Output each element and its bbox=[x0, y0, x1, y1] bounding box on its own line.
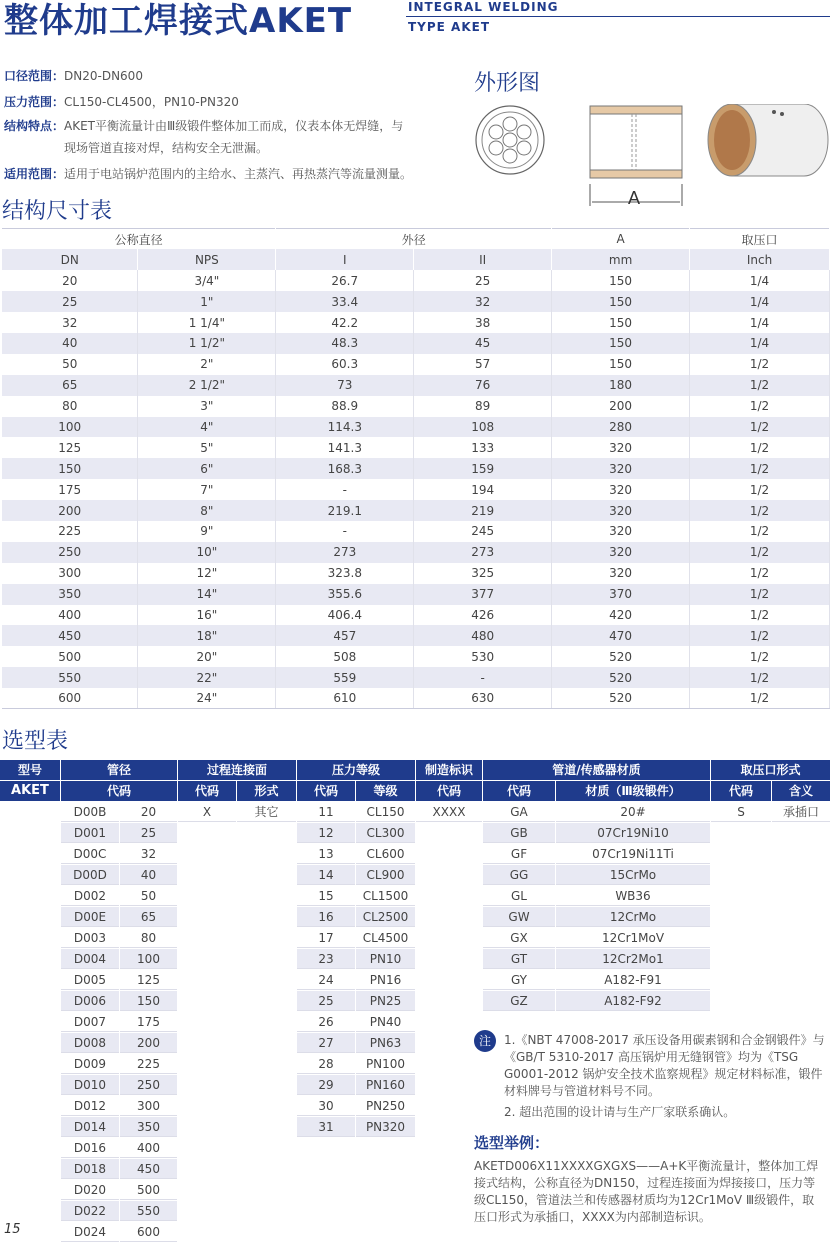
dim-cell: 320 bbox=[552, 479, 690, 500]
dim-cell: 194 bbox=[414, 479, 552, 500]
dim-cell: 3/4" bbox=[138, 270, 276, 291]
dimension-table bbox=[2, 228, 830, 709]
dim-cell: 32 bbox=[414, 291, 552, 312]
dim-cell: 320 bbox=[552, 521, 690, 542]
sel-sub-pipe-code: 代码 bbox=[61, 781, 177, 801]
dim-cell: 1 1/2" bbox=[138, 333, 276, 354]
dim-cell: 24" bbox=[138, 688, 276, 709]
dim-cell: 65 bbox=[2, 375, 138, 396]
pipe-cell: 80 bbox=[120, 928, 177, 948]
pipe-cell: 350 bbox=[120, 1117, 177, 1137]
sel-sub-mat-code: 代码 bbox=[483, 781, 555, 801]
sub-nps: NPS bbox=[138, 249, 276, 270]
dim-table-row bbox=[2, 333, 830, 354]
pipe-cell: D016 bbox=[61, 1138, 119, 1158]
dim-cell: 420 bbox=[552, 605, 690, 626]
pipe-cell: 20 bbox=[120, 802, 177, 822]
pipe-cell: D022 bbox=[61, 1201, 119, 1221]
dim-cell: 2" bbox=[138, 354, 276, 375]
perspective-view-drawing bbox=[708, 104, 828, 176]
material-cell: 07Cr19Ni10 bbox=[556, 823, 710, 843]
dim-cell: 1/2 bbox=[690, 646, 830, 667]
sel-sub-press-grade: 等级 bbox=[356, 781, 415, 801]
pressure-cell: 30 bbox=[297, 1096, 355, 1116]
pressure-cell: PN40 bbox=[356, 1012, 415, 1032]
dim-cell: 22" bbox=[138, 667, 276, 688]
dim-cell: 320 bbox=[552, 437, 690, 458]
hdr-tap: 取压口 bbox=[690, 229, 830, 250]
pipe-cell: D018 bbox=[61, 1159, 119, 1179]
dim-cell: 1" bbox=[138, 291, 276, 312]
dim-table-row bbox=[2, 605, 830, 626]
hdr-od: 外径 bbox=[276, 229, 552, 250]
pressure-cell: 23 bbox=[297, 949, 355, 969]
sub-ii: II bbox=[414, 249, 552, 270]
sel-sub-port-meaning: 含义 bbox=[772, 781, 830, 801]
pressure-cell: 15 bbox=[297, 886, 355, 906]
dim-cell: 480 bbox=[414, 625, 552, 646]
sel-section-title: 选型表 bbox=[2, 729, 69, 754]
dim-cell: 1/4 bbox=[690, 333, 830, 354]
dim-cell: 42.2 bbox=[276, 312, 414, 333]
pipe-cell: 150 bbox=[120, 991, 177, 1011]
dim-table-row bbox=[2, 521, 830, 542]
dim-cell: 225 bbox=[2, 521, 138, 542]
pressure-cell: 25 bbox=[297, 991, 355, 1011]
pressure-cell: 16 bbox=[297, 907, 355, 927]
pipe-cell: D002 bbox=[61, 886, 119, 906]
dim-cell: 26.7 bbox=[276, 270, 414, 291]
dim-cell: 550 bbox=[2, 667, 138, 688]
material-cell: GY bbox=[483, 970, 555, 990]
pressure-cell: 28 bbox=[297, 1054, 355, 1074]
dim-table-row bbox=[2, 312, 830, 333]
pressure-cell: PN160 bbox=[356, 1075, 415, 1095]
pressure-cell: CL600 bbox=[356, 844, 415, 864]
dim-cell: 630 bbox=[414, 688, 552, 709]
sub-dn: DN bbox=[2, 249, 138, 270]
dim-table-row bbox=[2, 646, 830, 667]
pressure-cell: PN63 bbox=[356, 1033, 415, 1053]
spec-range: 口径范围：DN20-DN600 bbox=[4, 69, 143, 83]
material-cell: 20# bbox=[556, 802, 710, 822]
material-cell: 15CrMo bbox=[556, 865, 710, 885]
dim-cell: 38 bbox=[414, 312, 552, 333]
material-cell: 12Cr2Mo1 bbox=[556, 949, 710, 969]
material-cell: GZ bbox=[483, 991, 555, 1011]
pipe-cell: D00D bbox=[61, 865, 119, 885]
dim-cell: 350 bbox=[2, 584, 138, 605]
pipe-cell: D005 bbox=[61, 970, 119, 990]
dim-cell: 320 bbox=[552, 563, 690, 584]
dim-cell: 600 bbox=[2, 688, 138, 709]
pipe-cell: 100 bbox=[120, 949, 177, 969]
dim-cell: 4" bbox=[138, 417, 276, 438]
dim-cell: 273 bbox=[276, 542, 414, 563]
dim-cell: 76 bbox=[414, 375, 552, 396]
dim-cell: 150 bbox=[552, 270, 690, 291]
dim-table-row bbox=[2, 500, 830, 521]
sel-hdr-model: 型号 bbox=[0, 760, 60, 780]
dim-cell: 1/2 bbox=[690, 542, 830, 563]
material-cell: GB bbox=[483, 823, 555, 843]
material-cell: GW bbox=[483, 907, 555, 927]
pipe-cell: 50 bbox=[120, 886, 177, 906]
dim-cell: 200 bbox=[552, 396, 690, 417]
dim-cell: 168.3 bbox=[276, 458, 414, 479]
sel-sub-press-code: 代码 bbox=[297, 781, 355, 801]
dim-cell: 520 bbox=[552, 688, 690, 709]
pressure-cell: 29 bbox=[297, 1075, 355, 1095]
dim-cell: 219 bbox=[414, 500, 552, 521]
dim-cell: 273 bbox=[414, 542, 552, 563]
pipe-cell: 25 bbox=[120, 823, 177, 843]
pipe-cell: 175 bbox=[120, 1012, 177, 1032]
sub-i: I bbox=[276, 249, 414, 270]
dim-table-row bbox=[2, 291, 830, 312]
page-title: 整体加工焊接式AKET bbox=[4, 1, 353, 41]
dim-cell: 1/2 bbox=[690, 584, 830, 605]
pressure-cell: 14 bbox=[297, 865, 355, 885]
material-cell: GL bbox=[483, 886, 555, 906]
dim-cell: 520 bbox=[552, 667, 690, 688]
dim-cell: 2 1/2" bbox=[138, 375, 276, 396]
material-cell: A182-F91 bbox=[556, 970, 710, 990]
dim-cell: 559 bbox=[276, 667, 414, 688]
pipe-cell: D014 bbox=[61, 1117, 119, 1137]
dim-cell: 457 bbox=[276, 625, 414, 646]
pipe-cell: D020 bbox=[61, 1180, 119, 1200]
page-number: 15 bbox=[4, 1222, 21, 1237]
dim-cell: 426 bbox=[414, 605, 552, 626]
dim-table-row bbox=[2, 542, 830, 563]
dim-cell: 45 bbox=[414, 333, 552, 354]
pressure-cell: PN16 bbox=[356, 970, 415, 990]
figure-title: 外形图 bbox=[474, 71, 541, 96]
spec-pressure: 压力范围：CL150-CL4500，PN10-PN320 bbox=[4, 95, 239, 109]
dim-cell: 320 bbox=[552, 500, 690, 521]
dim-cell: 12" bbox=[138, 563, 276, 584]
dim-cell: 370 bbox=[552, 584, 690, 605]
dim-cell: 250 bbox=[2, 542, 138, 563]
dim-cell: 245 bbox=[414, 521, 552, 542]
pipe-cell: D024 bbox=[61, 1222, 119, 1242]
outline-drawing bbox=[474, 104, 830, 210]
sel-sub-aket: AKET bbox=[0, 781, 60, 801]
dim-cell: 300 bbox=[2, 563, 138, 584]
pipe-cell: D006 bbox=[61, 991, 119, 1011]
material-cell: GF bbox=[483, 844, 555, 864]
sub-mm: mm bbox=[552, 249, 690, 270]
spec-structure: 结构特点：AKET平衡流量计由Ⅲ级锻件整体加工而成，仪表本体无焊缝，与 bbox=[4, 119, 404, 133]
pipe-cell: 500 bbox=[120, 1180, 177, 1200]
dim-cell: 1/2 bbox=[690, 563, 830, 584]
dim-cell: 159 bbox=[414, 458, 552, 479]
dim-table-row bbox=[2, 270, 830, 291]
sel-sub-conn-code: 代码 bbox=[178, 781, 236, 801]
dim-cell: 133 bbox=[414, 437, 552, 458]
dim-cell: 1/2 bbox=[690, 625, 830, 646]
dim-cell: 16" bbox=[138, 605, 276, 626]
pipe-cell: 40 bbox=[120, 865, 177, 885]
dim-cell: 88.9 bbox=[276, 396, 414, 417]
dim-table-row bbox=[2, 667, 830, 688]
dim-cell: 9" bbox=[138, 521, 276, 542]
dim-cell: 7" bbox=[138, 479, 276, 500]
pipe-cell: 32 bbox=[120, 844, 177, 864]
pipe-cell: D012 bbox=[61, 1096, 119, 1116]
dim-cell: 1/2 bbox=[690, 375, 830, 396]
header-rule bbox=[406, 16, 830, 17]
note-icon: 注 bbox=[474, 1030, 496, 1052]
pipe-cell: D004 bbox=[61, 949, 119, 969]
dim-cell: 80 bbox=[2, 396, 138, 417]
spec-application: 适用范围：适用于电站锅炉范围内的主给水、主蒸汽、再热蒸汽等流量测量。 bbox=[4, 167, 413, 181]
pressure-cell: CL4500 bbox=[356, 928, 415, 948]
dim-cell: - bbox=[276, 479, 414, 500]
subtitle-line1: INTEGRAL WELDING bbox=[408, 0, 559, 14]
dim-cell: 14" bbox=[138, 584, 276, 605]
pressure-cell: PN100 bbox=[356, 1054, 415, 1074]
dim-cell: - bbox=[276, 521, 414, 542]
pressure-cell: 24 bbox=[297, 970, 355, 990]
pipe-cell: 550 bbox=[120, 1201, 177, 1221]
dim-cell: 1/2 bbox=[690, 667, 830, 688]
sel-hdr-port: 取压口形式 bbox=[711, 760, 830, 780]
dim-cell: 73 bbox=[276, 375, 414, 396]
dim-cell: 520 bbox=[552, 646, 690, 667]
dim-table-row bbox=[2, 458, 830, 479]
material-cell: GX bbox=[483, 928, 555, 948]
end-view-drawing bbox=[476, 106, 544, 174]
dim-table-row bbox=[2, 584, 830, 605]
dim-section-title: 结构尺寸表 bbox=[2, 199, 113, 224]
pressure-cell: 17 bbox=[297, 928, 355, 948]
dim-table-row bbox=[2, 354, 830, 375]
pressure-cell: 26 bbox=[297, 1012, 355, 1032]
dim-cell: 1/2 bbox=[690, 458, 830, 479]
material-cell: GT bbox=[483, 949, 555, 969]
dim-cell: - bbox=[414, 667, 552, 688]
dim-cell: 406.4 bbox=[276, 605, 414, 626]
port-cell: S bbox=[711, 802, 771, 822]
dim-cell: 150 bbox=[552, 333, 690, 354]
pipe-cell: 65 bbox=[120, 907, 177, 927]
dim-cell: 320 bbox=[552, 542, 690, 563]
dim-cell: 219.1 bbox=[276, 500, 414, 521]
dim-cell: 377 bbox=[414, 584, 552, 605]
dim-cell: 50 bbox=[2, 354, 138, 375]
dim-cell: 175 bbox=[2, 479, 138, 500]
dim-cell: 500 bbox=[2, 646, 138, 667]
pipe-cell: 450 bbox=[120, 1159, 177, 1179]
mark-cell: XXXX bbox=[416, 802, 482, 822]
dim-cell: 450 bbox=[2, 625, 138, 646]
dim-cell: 355.6 bbox=[276, 584, 414, 605]
dim-cell: 200 bbox=[2, 500, 138, 521]
connection-cell: X bbox=[178, 802, 236, 822]
dim-table-row bbox=[2, 375, 830, 396]
dim-cell: 1/2 bbox=[690, 688, 830, 709]
dim-cell: 40 bbox=[2, 333, 138, 354]
dim-cell: 323.8 bbox=[276, 563, 414, 584]
dim-cell: 1/2 bbox=[690, 396, 830, 417]
pressure-cell: 31 bbox=[297, 1117, 355, 1137]
dim-cell: 1/2 bbox=[690, 605, 830, 626]
pipe-cell: 125 bbox=[120, 970, 177, 990]
pressure-cell: CL2500 bbox=[356, 907, 415, 927]
dim-cell: 114.3 bbox=[276, 417, 414, 438]
pipe-cell: 600 bbox=[120, 1222, 177, 1242]
sel-sub-conn-form: 形式 bbox=[237, 781, 296, 801]
pipe-cell: D007 bbox=[61, 1012, 119, 1032]
dim-cell: 1/4 bbox=[690, 312, 830, 333]
sel-hdr-conn: 过程连接面 bbox=[178, 760, 296, 780]
dim-cell: 48.3 bbox=[276, 333, 414, 354]
pipe-cell: D008 bbox=[61, 1033, 119, 1053]
dim-table-row bbox=[2, 396, 830, 417]
dim-cell: 280 bbox=[552, 417, 690, 438]
sel-hdr-material: 管道/传感器材质 bbox=[483, 760, 710, 780]
dim-cell: 320 bbox=[552, 458, 690, 479]
dim-cell: 18" bbox=[138, 625, 276, 646]
sel-hdr-mark: 制造标识 bbox=[416, 760, 482, 780]
material-cell: GG bbox=[483, 865, 555, 885]
pipe-cell: D001 bbox=[61, 823, 119, 843]
dim-cell: 57 bbox=[414, 354, 552, 375]
material-cell: 12Cr1MoV bbox=[556, 928, 710, 948]
dim-cell: 6" bbox=[138, 458, 276, 479]
pressure-cell: CL1500 bbox=[356, 886, 415, 906]
dimension-a-label: A bbox=[628, 188, 641, 208]
sel-hdr-pipe: 管径 bbox=[61, 760, 177, 780]
dim-cell: 1/2 bbox=[690, 500, 830, 521]
dim-cell: 508 bbox=[276, 646, 414, 667]
sel-hdr-pressure: 压力等级 bbox=[297, 760, 415, 780]
pressure-cell: CL150 bbox=[356, 802, 415, 822]
pressure-cell: CL300 bbox=[356, 823, 415, 843]
dim-cell: 8" bbox=[138, 500, 276, 521]
note-2: 2. 超出范围的设计请与生产厂家联系确认。 bbox=[504, 1105, 736, 1119]
pipe-cell: D010 bbox=[61, 1075, 119, 1095]
dim-cell: 1/2 bbox=[690, 417, 830, 438]
dim-cell: 530 bbox=[414, 646, 552, 667]
pressure-cell: 13 bbox=[297, 844, 355, 864]
dim-cell: 141.3 bbox=[276, 437, 414, 458]
subtitle-line2: TYPE AKET bbox=[408, 20, 491, 34]
port-cell: 承插口 bbox=[772, 802, 830, 822]
spec-structure-cont: 现场管道直接对焊，结构安全无泄漏。 bbox=[64, 141, 269, 155]
dim-cell: 60.3 bbox=[276, 354, 414, 375]
pressure-cell: PN25 bbox=[356, 991, 415, 1011]
pipe-cell: D00B bbox=[61, 802, 119, 822]
pressure-cell: 27 bbox=[297, 1033, 355, 1053]
dim-cell: 1/2 bbox=[690, 521, 830, 542]
dim-cell: 1/4 bbox=[690, 270, 830, 291]
dim-table-row bbox=[2, 479, 830, 500]
dim-table-row bbox=[2, 688, 830, 709]
note-1: 1.《NBT 47008-2017 承压设备用碳素钢和合金钢锻件》与《GB/T 5310-2017 高压锅炉用无缝钢管》均为《TSG G0001-2012 锅炉安全技术监察规程》规定材料标准，锻件材料牌号与管道材料号不同。 bbox=[504, 1033, 825, 1098]
dim-cell: 33.4 bbox=[276, 291, 414, 312]
pipe-cell: D00C bbox=[61, 844, 119, 864]
dim-cell: 3" bbox=[138, 396, 276, 417]
dim-cell: 150 bbox=[552, 312, 690, 333]
sel-sub-port-code: 代码 bbox=[711, 781, 771, 801]
dim-cell: 180 bbox=[552, 375, 690, 396]
sel-sub-mark-code: 代码 bbox=[416, 781, 482, 801]
dim-cell: 100 bbox=[2, 417, 138, 438]
dim-cell: 5" bbox=[138, 437, 276, 458]
pipe-cell: D009 bbox=[61, 1054, 119, 1074]
pipe-cell: D003 bbox=[61, 928, 119, 948]
dim-cell: 1/2 bbox=[690, 479, 830, 500]
material-cell: GA bbox=[483, 802, 555, 822]
dim-cell: 150 bbox=[552, 354, 690, 375]
material-cell: 12CrMo bbox=[556, 907, 710, 927]
pressure-cell: CL900 bbox=[356, 865, 415, 885]
example-title: 选型举例： bbox=[474, 1134, 550, 1152]
example-text: AKETD006X11XXXXGXGXS——A+K平衡流量计，整体加工焊接式结构，公称直径为DN150，过程连接面为焊接接口，压力等级CL150，管道法兰和传感器材质均为12Cr1MoV Ⅲ级锻件，取压口形式为承插口，XXXX为内部制造标识。 bbox=[474, 1159, 819, 1224]
dim-cell: 1/2 bbox=[690, 437, 830, 458]
dim-cell: 1/4 bbox=[690, 291, 830, 312]
pipe-cell: 200 bbox=[120, 1033, 177, 1053]
dim-cell: 32 bbox=[2, 312, 138, 333]
material-cell: 07Cr19Ni11Ti bbox=[556, 844, 710, 864]
sub-inch: Inch bbox=[690, 249, 830, 270]
dim-cell: 1/2 bbox=[690, 354, 830, 375]
dim-table-row bbox=[2, 417, 830, 438]
dim-cell: 610 bbox=[276, 688, 414, 709]
material-cell: A182-F92 bbox=[556, 991, 710, 1011]
dim-cell: 89 bbox=[414, 396, 552, 417]
pipe-cell: 300 bbox=[120, 1096, 177, 1116]
dim-table-row bbox=[2, 625, 830, 646]
pressure-cell: PN10 bbox=[356, 949, 415, 969]
dim-cell: 400 bbox=[2, 605, 138, 626]
dim-table-row bbox=[2, 437, 830, 458]
dim-cell: 10" bbox=[138, 542, 276, 563]
pipe-cell: 400 bbox=[120, 1138, 177, 1158]
pressure-cell: PN250 bbox=[356, 1096, 415, 1116]
pipe-cell: D00E bbox=[61, 907, 119, 927]
sel-sub-mat-name: 材质（Ⅲ级锻件） bbox=[556, 781, 710, 801]
hdr-nominal: 公称直径 bbox=[2, 229, 276, 250]
dim-cell: 25 bbox=[2, 291, 138, 312]
dim-cell: 25 bbox=[414, 270, 552, 291]
dim-cell: 325 bbox=[414, 563, 552, 584]
dim-cell: 150 bbox=[552, 291, 690, 312]
dim-cell: 470 bbox=[552, 625, 690, 646]
pressure-cell: 11 bbox=[297, 802, 355, 822]
pressure-cell: 12 bbox=[297, 823, 355, 843]
dim-cell: 150 bbox=[2, 458, 138, 479]
dim-table-row bbox=[2, 563, 830, 584]
dim-cell: 125 bbox=[2, 437, 138, 458]
dim-cell: 1 1/4" bbox=[138, 312, 276, 333]
hdr-a: A bbox=[552, 229, 690, 250]
material-cell: WB36 bbox=[556, 886, 710, 906]
dim-cell: 108 bbox=[414, 417, 552, 438]
pipe-cell: 225 bbox=[120, 1054, 177, 1074]
pressure-cell: PN320 bbox=[356, 1117, 415, 1137]
connection-cell: 其它 bbox=[237, 802, 296, 822]
dim-cell: 20" bbox=[138, 646, 276, 667]
dim-cell: 20 bbox=[2, 270, 138, 291]
pipe-cell: 250 bbox=[120, 1075, 177, 1095]
